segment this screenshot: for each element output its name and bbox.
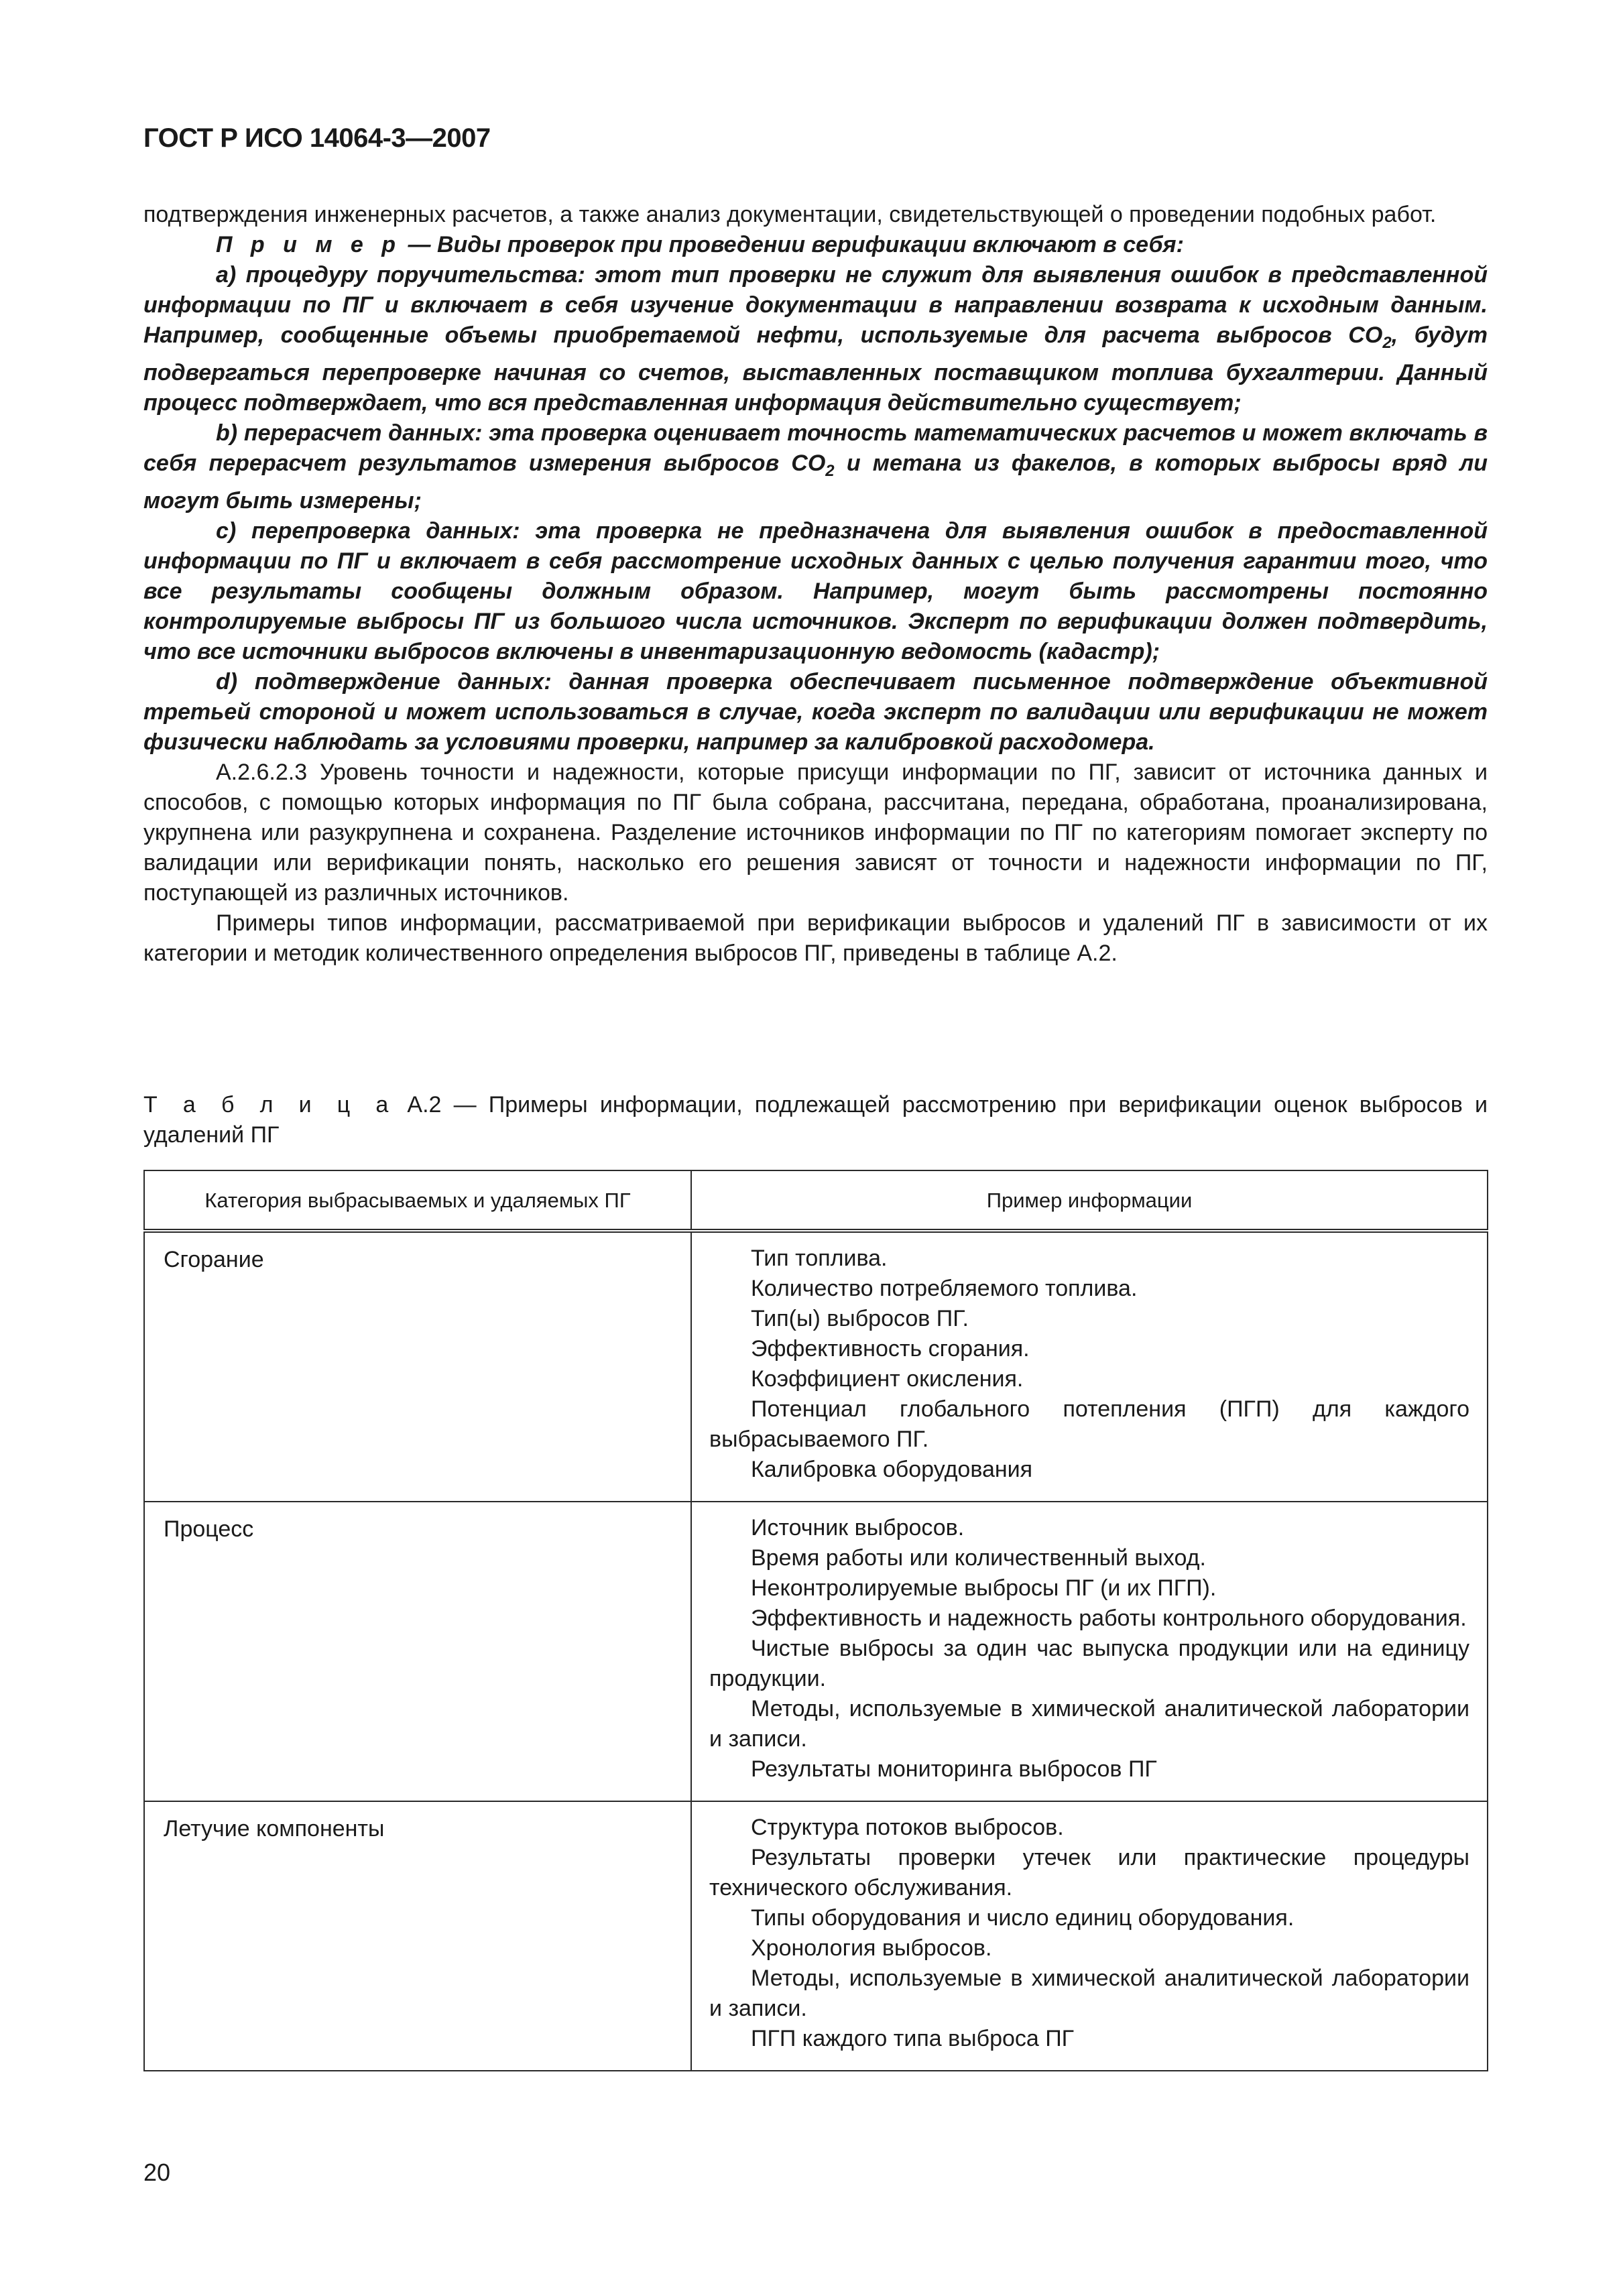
example-item-c: с) перепроверка данных: эта проверка не предназначена для выявления ошибок в предоставленной информации по ПГ и включает в себя рассмотрение исходных данных с целью получения гарантии того, что все результаты сообщены должным образом. Например, могут быть рассмотрены постоянно контролируемые выбросы ПГ из большого числа источников. Эксперт по верификации должен подтвердить, что все источники выбросов включены в инвентаризационную ведомость (кадастр);: [143, 518, 1488, 664]
example-item-a: [143, 260, 1488, 418]
info-item: Тип(ы) выбросов ПГ.: [751, 1306, 969, 1331]
example-intro: — Виды проверок при проведении верификации включают в себя:: [402, 232, 1184, 257]
column-header-category: Категория выбрасываемых и удаляемых ПГ: [144, 1170, 691, 1231]
info-item: Время работы или количественный выход.: [751, 1545, 1206, 1571]
info-item: Чистые выбросы за один час выпуска продукции или на единицу продукции.: [709, 1636, 1469, 1691]
info-item: Количество потребляемого топлива.: [751, 1276, 1138, 1301]
info-item: Потенциал глобального потепления (ПГП) для каждого выбрасываемого ПГ.: [709, 1396, 1469, 1452]
information-cell: [691, 1801, 1488, 2071]
example-b-text: b) перерасчет данных: эта проверка оценивает точность математических расчетов и может включать в себя перерасчет результатов измерения выбросов CO: [143, 420, 1488, 476]
example-a-text: а) процедуру поручительства: этот тип проверки не служит для выявления ошибок в представленной информации по ПГ и включает в себя изучение документации в направлении возврата к исходным данным. Например, сообщенные объемы приобретаемой нефти, используемые для расчета выбросов CO: [143, 262, 1488, 348]
info-item: Результаты проверки утечек или практические процедуры технического обслуживания.: [709, 1845, 1469, 1900]
info-item: Источник выбросов.: [751, 1515, 965, 1540]
table-row: [144, 1502, 1488, 1801]
subscript: 2: [1382, 333, 1392, 352]
information-cell: [691, 1231, 1488, 1502]
information-cell: [691, 1502, 1488, 1801]
column-header-information: Пример информации: [691, 1170, 1488, 1231]
table-row: [144, 1231, 1488, 1502]
info-item: Методы, используемые в химической аналитической лаборатории и записи.: [709, 1696, 1469, 1752]
info-item: Результаты мониторинга выбросов ПГ: [751, 1756, 1157, 1782]
info-item: Структура потоков выбросов.: [751, 1815, 1064, 1840]
info-item: Тип топлива.: [751, 1246, 888, 1271]
category-cell: Летучие компоненты: [144, 1801, 691, 2071]
example-label: П р и м е р: [216, 232, 402, 257]
table-row: [144, 1801, 1488, 2071]
category-cell: Сгорание: [144, 1231, 691, 1502]
information-table: [143, 1170, 1488, 2071]
info-item: Типы оборудования и число единиц оборудования.: [751, 1905, 1295, 1931]
subscript: 2: [825, 461, 835, 480]
table-caption-label: Т а б л и ц а: [143, 1092, 396, 1117]
standard-header: ГОСТ Р ИСО 14064-3—2007: [143, 123, 491, 153]
info-item: Калибровка оборудования: [751, 1457, 1033, 1482]
info-item: Хронология выбросов.: [751, 1935, 992, 1961]
example-a-text-end: , будут подвергаться перепроверке начиная со счетов, выставленных поставщиком топлива бухгалтерии. Данный процесс подтверждает, что вся представленная информация действительно существует;: [143, 322, 1488, 416]
example-heading: [143, 230, 1488, 260]
info-item: Методы, используемые в химической аналитической лаборатории и записи.: [709, 1966, 1469, 2021]
category-cell: Процесс: [144, 1502, 691, 1801]
info-item: Эффективность сгорания.: [751, 1336, 1030, 1362]
example-item-b: [143, 418, 1488, 516]
info-item: Неконтролируемые выбросы ПГ (и их ПГП).: [751, 1575, 1217, 1601]
info-item: ПГП каждого типа выброса ПГ: [751, 2026, 1075, 2051]
body-text: [143, 200, 1488, 969]
table-header-row: [144, 1170, 1488, 1231]
example-b-text-end: и метана из факелов, в которых выбросы вряд ли могут быть измерены;: [143, 450, 1488, 513]
table-caption-text: А.2 — Примеры информации, подлежащей рассмотрению при верификации оценок выбросов и удалений ПГ: [143, 1092, 1488, 1148]
page-number: 20: [143, 2159, 171, 2186]
info-item: Эффективность и надежность работы контрольного оборудования.: [751, 1606, 1467, 1631]
paragraph-examples: Примеры типов информации, рассматриваемой при верификации выбросов и удалений ПГ в зависимости от их категории и методик количественного определения выбросов ПГ, приведены в таблице А.2.: [143, 910, 1488, 966]
table-caption: [143, 1090, 1488, 1150]
paragraph-continuation: подтверждения инженерных расчетов, а также анализ документации, свидетельствующей о проведении подобных работ.: [143, 202, 1437, 227]
info-item: Коэффициент окисления.: [751, 1366, 1024, 1392]
clause-a2623: А.2.6.2.3 Уровень точности и надежности, которые присущи информации по ПГ, зависит от источника данных и способов, с помощью которых информация по ПГ была собрана, рассчитана, передана, обработана, проанализирована, укрупнена или разукрупнена и сохранена. Разделение источников информации по ПГ по категориям помогает эксперту по валидации или верификации понять, насколько его решения зависят от точности и надежности информации по ПГ, поступающей из различных источников.: [143, 759, 1488, 906]
example-item-d: d) подтверждение данных: данная проверка обеспечивает письменное подтверждение объективной третьей стороной и может использоваться в случае, когда эксперт по валидации или верификации не может физически наблюдать за условиями проверки, например за калибровкой расходомера.: [143, 668, 1488, 755]
